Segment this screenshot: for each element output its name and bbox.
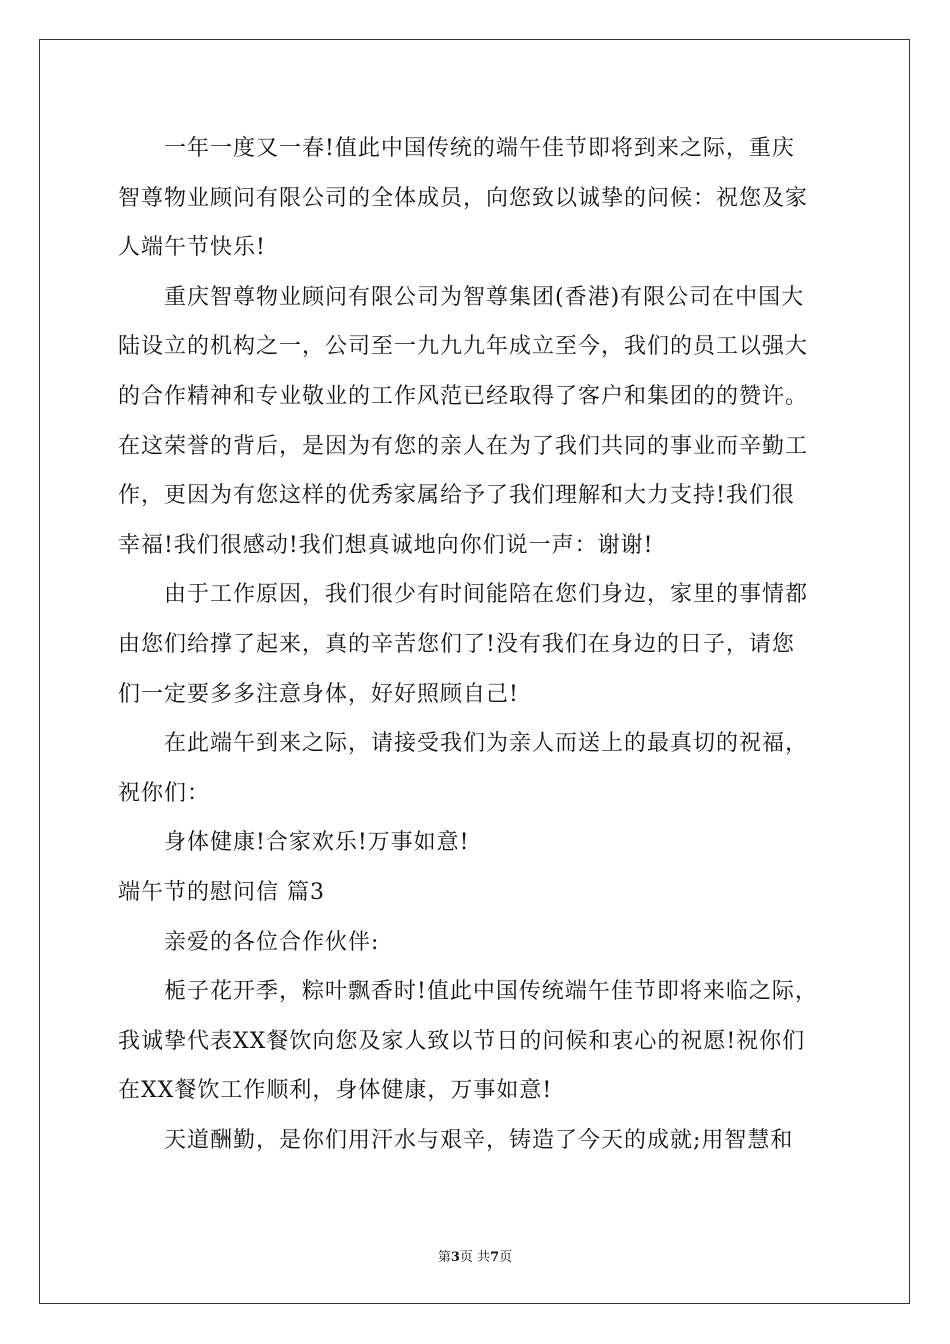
- salutation: 亲爱的各位合作伙伴:: [164, 929, 380, 955]
- page-footer: [0, 1246, 950, 1265]
- paragraph-line: 我诚挚代表XX餐饮向您及家人致以节日的问候和衷心的祝愿!祝你们: [118, 1028, 806, 1054]
- document-body: [118, 124, 838, 1165]
- paragraph-line: 在XX餐饮工作顺利，身体健康，万事如意!: [118, 1078, 553, 1104]
- section-heading: 端午节的慰问信 篇3: [118, 879, 325, 905]
- paragraph-line: 智尊物业顾问有限公司的全体成员，向您致以诚挚的问候：祝您及家: [118, 185, 809, 211]
- current-page-number: 3: [450, 1250, 460, 1265]
- paragraph-line: 由于工作原因，我们很少有时间能陪在您们身边，家里的事情都: [164, 582, 809, 608]
- paragraph-line: 在此端午到来之际，请接受我们为亲人而送上的最真切的祝福，: [164, 731, 809, 757]
- paragraph-line: 重庆智尊物业顾问有限公司为智尊集团(香港)有限公司在中国大: [164, 284, 805, 310]
- paragraph-line: 天道酬勤，是你们用汗水与艰辛，铸造了今天的成就;用智慧和: [164, 1127, 794, 1153]
- footer-prefix: 第: [437, 1250, 451, 1265]
- total-page-count: 7: [490, 1250, 500, 1265]
- paragraph-line: 一年一度又一春!值此中国传统的端午佳节即将到来之际，重庆: [164, 136, 795, 161]
- paragraph-line: 栀子花开季，粽叶飘香时!值此中国传统端午佳节即将来临之际，: [164, 979, 818, 1005]
- paragraph-line: 在这荣誉的背后，是因为有您的亲人在为了我们共同的事业而辛勤工: [118, 433, 809, 459]
- paragraph-line: 身体健康!合家欢乐!万事如意!: [164, 830, 470, 856]
- footer-suffix: 页: [499, 1250, 513, 1265]
- paragraph-line: 陆设立的机构之一，公司至一九九九年成立至今，我们的员工以强大: [118, 334, 809, 360]
- paragraph-line: 的合作精神和专业敬业的工作风范已经取得了客户和集团的的赞许。: [118, 383, 809, 409]
- paragraph-line: 们一定要多多注意身体，好好照顾自己!: [118, 681, 519, 707]
- paragraph-line: 由您们给撑了起来，真的辛苦您们了!没有我们在身边的日子，请您: [118, 631, 795, 657]
- footer-middle: 页 共: [459, 1250, 491, 1265]
- paragraph-line: 祝你们：: [118, 780, 211, 806]
- paragraph-line: 作，更因为有您这样的优秀家属给予了我们理解和大力支持!我们很: [118, 483, 795, 509]
- paragraph-line: 人端午节快乐!: [118, 235, 266, 261]
- paragraph-line: 幸福!我们很感动!我们想真诚地向你们说一声：谢谢!: [118, 532, 654, 558]
